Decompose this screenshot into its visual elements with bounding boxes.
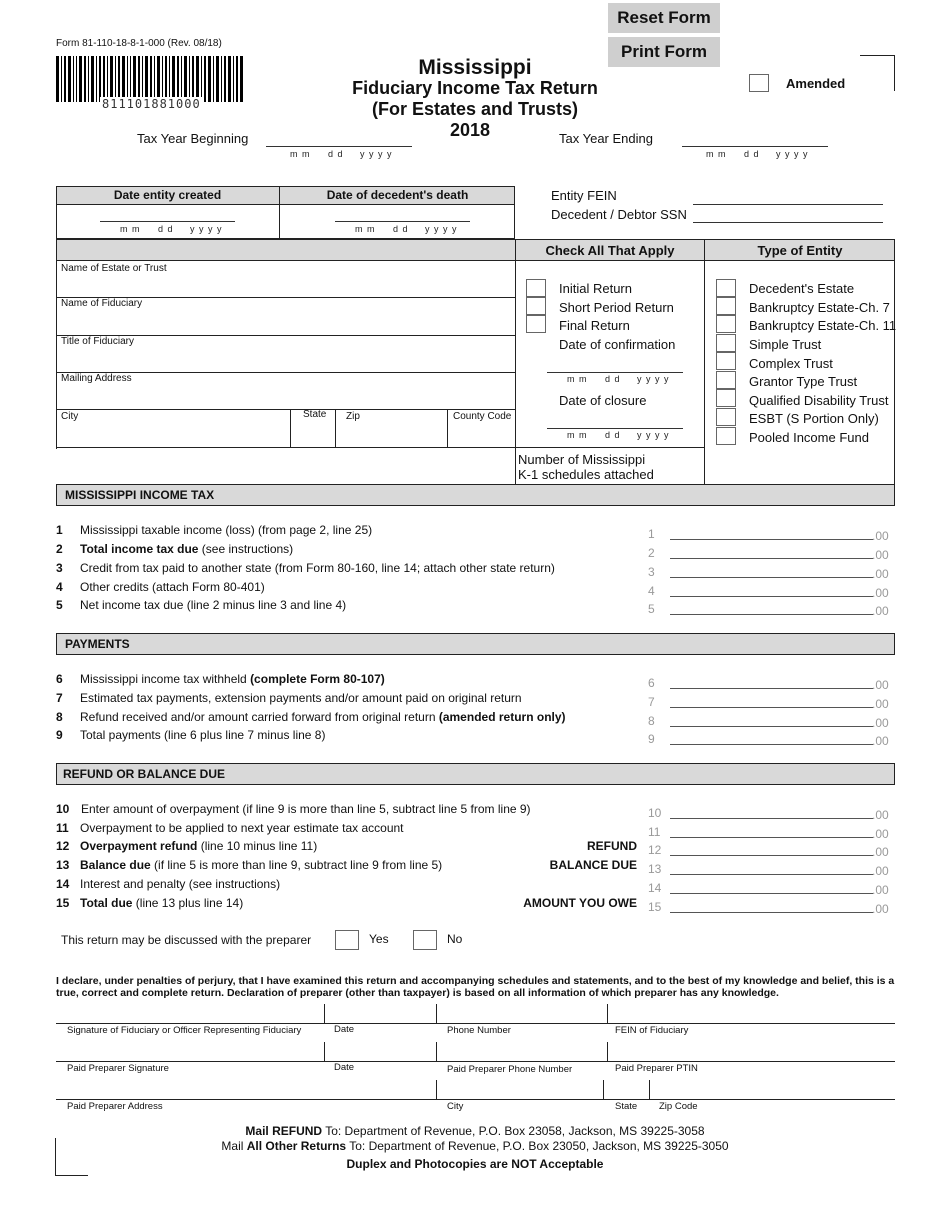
preparer-date-input[interactable] (325, 1041, 435, 1060)
line-8-decimal: .00 (872, 716, 889, 730)
zip-label: Zip (346, 411, 360, 422)
date-hint-mm: m m (290, 149, 311, 159)
line-12-decimal: .00 (872, 845, 889, 859)
barcode (56, 56, 245, 102)
line-5-ref: 5 (648, 602, 655, 616)
line-1-number: 1 (56, 523, 63, 537)
form-id: Form 81-110-18-8-1-000 (Rev. 08/18) (56, 38, 222, 49)
estate-name-label: Name of Estate or Trust (61, 263, 167, 274)
line-4-ref: 4 (648, 584, 655, 598)
line-13-amount-input[interactable] (670, 858, 873, 875)
discuss-yes-label: Yes (369, 932, 389, 946)
line-6-text (80, 672, 385, 686)
refund-section-header (56, 763, 895, 785)
tax-year-ending-label: Tax Year Ending (559, 131, 653, 146)
line-8-amount-input[interactable] (670, 710, 873, 727)
line-9-amount-input[interactable] (670, 728, 873, 745)
refund-section-title: REFUND OR BALANCE DUE (63, 767, 225, 781)
date-hint-yyyy: y y y y (190, 224, 223, 234)
entity-fein-label: Entity FEIN (551, 188, 617, 203)
mail-other-bold: All Other Returns (246, 1139, 347, 1153)
fiduciary-signature-input[interactable] (57, 1003, 323, 1022)
state-label: State (303, 409, 327, 420)
entity-bankruptcy-ch11-checkbox[interactable] (716, 315, 736, 333)
line-3-number: 3 (56, 561, 63, 575)
line-14-decimal: .00 (872, 883, 889, 897)
fiduciary-title-input[interactable] (57, 337, 514, 371)
line-1-amount-input[interactable] (670, 523, 873, 540)
zip-input[interactable] (336, 420, 446, 446)
print-form-button[interactable]: Print Form (608, 37, 720, 67)
line-1-text: Mississippi taxable income (loss) (from page 2, line 25) (80, 523, 373, 537)
discuss-preparer-label: This return may be discussed with the preparer (61, 933, 312, 947)
city-input[interactable] (57, 420, 289, 446)
line-1-decimal: .00 (872, 529, 889, 543)
fiduciary-fein-input[interactable] (608, 1003, 894, 1022)
entity-pooled-income-label: Pooled Income Fund (749, 430, 869, 445)
preparer-zip-label: Zip Code (659, 1101, 698, 1112)
mail-other-rest: To: Department of Revenue, P.O. Box 23050, Jackson, MS 39225-3050 (346, 1139, 729, 1153)
date-hint-yyyy: y y y y (637, 430, 670, 440)
date-entity-created-input[interactable] (100, 221, 235, 222)
line-5-number: 5 (56, 598, 63, 612)
date-closure-label: Date of closure (559, 393, 647, 408)
date-hint-dd: d d (158, 224, 174, 234)
line-11-amount-input[interactable] (670, 821, 873, 838)
line-2-text (80, 542, 293, 556)
line-11-decimal: .00 (872, 827, 889, 841)
line-9-ref: 9 (648, 732, 655, 746)
payments-section-title: PAYMENTS (65, 637, 130, 651)
amount-you-owe-label: AMOUNT YOU OWE (523, 896, 637, 910)
line-14-text: Interest and penalty (see instructions) (80, 877, 281, 891)
line-12-number: 12 (56, 839, 70, 853)
initial-return-label: Initial Return (559, 281, 632, 296)
k1-count-label-2: K-1 schedules attached (518, 467, 654, 482)
date-decedent-death-label: Date of decedent's death (326, 188, 469, 202)
line-15-rest-text: (line 13 plus line 14) (132, 896, 244, 910)
line-9-text: Total payments (line 6 plus line 7 minus line 8) (80, 728, 326, 742)
line-9-number: 9 (56, 728, 63, 742)
tax-year-beginning-label: Tax Year Beginning (137, 131, 249, 146)
line-14-amount-input[interactable] (670, 877, 873, 894)
line-7-amount-input[interactable] (670, 691, 873, 708)
preparer-ptin-label: Paid Preparer PTIN (615, 1063, 698, 1074)
line-3-decimal: .00 (872, 567, 889, 581)
discuss-yes-checkbox[interactable] (335, 930, 359, 950)
line-3-ref: 3 (648, 565, 655, 579)
corner-mark (55, 1138, 88, 1176)
line-4-amount-input[interactable] (670, 580, 873, 597)
date-hint-dd: d d (393, 224, 409, 234)
line-13-rest-text: (if line 5 is more than line 9, subtract line 9 from line 5) (150, 858, 443, 872)
line-12-bold-text: Overpayment refund (80, 839, 198, 853)
preparer-address-input[interactable] (57, 1079, 435, 1098)
initial-return-checkbox[interactable] (526, 279, 546, 297)
decedent-ssn-label: Decedent / Debtor SSN (551, 207, 687, 222)
fiduciary-date-input[interactable] (325, 1003, 435, 1022)
amended-label: Amended (786, 76, 846, 91)
date-hint-yyyy: y y y y (360, 149, 393, 159)
line-12-text (80, 839, 317, 853)
line-2-decimal: .00 (872, 548, 889, 562)
line-12-ref: 12 (648, 843, 662, 857)
line-2-rest-text: (see instructions) (198, 542, 294, 556)
fiduciary-name-input[interactable] (57, 299, 514, 334)
line-13-bold-text: Balance due (80, 858, 151, 872)
county-code-input[interactable] (448, 420, 514, 446)
line-6-decimal: .00 (872, 678, 889, 692)
line-2-amount-input[interactable] (670, 542, 873, 559)
line-10-amount-input[interactable] (670, 802, 873, 819)
date-confirmation-label: Date of confirmation (559, 337, 676, 352)
entity-decedent-estate-checkbox[interactable] (716, 279, 736, 297)
line-13-text (80, 858, 442, 872)
entity-simple-trust-checkbox[interactable] (716, 334, 736, 352)
mail-refund-rest: To: Department of Revenue, P.O. Box 23058, Jackson, MS 39225-3058 (322, 1124, 705, 1138)
discuss-no-label: No (447, 932, 463, 946)
entity-bankruptcy-ch7-label: Bankruptcy Estate-Ch. 7 (749, 300, 890, 315)
fiduciary-name-label: Name of Fiduciary (61, 298, 143, 309)
entity-grantor-trust-label: Grantor Type Trust (749, 374, 858, 389)
mail-other-address (100, 1139, 850, 1153)
date-entity-created-label: Date entity created (113, 188, 222, 202)
entity-esbt-label: ESBT (S Portion Only) (749, 411, 879, 426)
balance-due-label: BALANCE DUE (549, 858, 637, 872)
mail-other-prefix: Mail (221, 1139, 247, 1153)
line-6-number: 6 (56, 672, 63, 686)
line-11-number: 11 (56, 821, 69, 835)
check-all-header: Check All That Apply (545, 243, 675, 258)
preparer-state-label: State (615, 1101, 638, 1112)
date-hint-dd: d d (744, 149, 760, 159)
line-12-rest-text: (line 10 minus line 11) (197, 839, 318, 853)
line-13-decimal: .00 (872, 864, 889, 878)
line-7-number: 7 (56, 691, 63, 705)
entity-pooled-income-checkbox[interactable] (716, 427, 736, 445)
line-6-rest-text: Mississippi income tax withheld (80, 672, 251, 686)
line-2-bold-text: Total income tax due (80, 542, 199, 556)
date-hint-yyyy: y y y y (425, 224, 458, 234)
title-line1: Fiduciary Income Tax Return (352, 78, 598, 98)
line-5-decimal: .00 (872, 604, 889, 618)
mail-refund-address (100, 1124, 850, 1138)
line-9-decimal: .00 (872, 734, 889, 748)
line-8-ref: 8 (648, 714, 655, 728)
k1-count-label-1: Number of Mississippi (518, 452, 646, 467)
line-7-ref: 7 (648, 695, 655, 709)
entity-bankruptcy-ch11-label: Bankruptcy Estate-Ch. 11 (749, 318, 897, 333)
line-13-ref: 13 (648, 862, 662, 876)
decedent-ssn-input[interactable] (693, 222, 883, 223)
title-state: Mississippi (418, 56, 532, 79)
tax-year-beginning-input[interactable] (266, 146, 412, 147)
line-8-text (80, 710, 566, 724)
mailing-address-input[interactable] (57, 374, 514, 408)
entity-qualified-disability-checkbox[interactable] (716, 389, 736, 407)
entity-decedent-estate-label: Decedent's Estate (749, 281, 855, 296)
line-10-decimal: .00 (872, 808, 889, 822)
line-5-amount-input[interactable] (670, 598, 873, 615)
line-4-decimal: .00 (872, 586, 889, 600)
line-6-amount-input[interactable] (670, 672, 873, 689)
line-15-decimal: .00 (872, 902, 889, 916)
date-hint-dd: d d (328, 149, 344, 159)
fiduciary-date-label: Date (334, 1024, 355, 1035)
mailing-address-label: Mailing Address (61, 373, 132, 384)
line-10-number: 10 (56, 802, 70, 816)
entity-grantor-trust-checkbox[interactable] (716, 371, 736, 389)
line-8-bold-text: (amended return only) (438, 710, 566, 724)
duplex-notice: Duplex and Photocopies are NOT Acceptable (346, 1157, 604, 1171)
line-8-number: 8 (56, 710, 63, 724)
preparer-phone-label: Paid Preparer Phone Number (447, 1064, 573, 1075)
refund-label: REFUND (587, 839, 637, 853)
estate-name-input[interactable] (57, 262, 514, 296)
line-7-text: Estimated tax payments, extension payments and/or amount paid on original return (80, 691, 522, 705)
line-10-text: Enter amount of overpayment (if line 9 is more than line 5, subtract line 5 from line 9) (81, 802, 531, 816)
line-11-ref: 11 (648, 825, 661, 839)
line-8-rest-text: Refund received and/or amount carried forward from original return (80, 710, 439, 724)
corner-mark (860, 55, 895, 91)
payments-section-header (56, 633, 895, 655)
line-5-text: Net income tax due (line 2 minus line 3 and line 4) (80, 598, 347, 612)
preparer-signature-label: Paid Preparer Signature (67, 1063, 169, 1074)
line-1-ref: 1 (648, 527, 655, 541)
line-12-amount-input[interactable] (670, 839, 873, 856)
line-3-text: Credit from tax paid to another state (from Form 80-160, line 14; attach other state return) (80, 561, 555, 575)
final-return-checkbox[interactable] (526, 315, 546, 333)
line-15-ref: 15 (648, 900, 662, 914)
declaration-text: I declare, under penalties of perjury, that I have examined this return and accompanying schedules and statements, and to the best of my knowledge and belief, this is a true, correct and complete return. Declaration of preparer (other than taxpayer) is based on all information of which preparer has any knowledge. (56, 975, 895, 999)
entity-qualified-disability-label: Qualified Disability Trust (749, 393, 889, 408)
date-hint-mm: m m (706, 149, 727, 159)
county-code-label: County Code (453, 411, 512, 422)
line-3-amount-input[interactable] (670, 561, 873, 578)
preparer-ptin-input[interactable] (608, 1041, 894, 1060)
city-label: City (61, 411, 79, 422)
entity-simple-trust-label: Simple Trust (749, 337, 822, 352)
entity-complex-trust-checkbox[interactable] (716, 352, 736, 370)
phone-number-label: Phone Number (447, 1025, 511, 1036)
date-hint-mm: m m (567, 430, 588, 440)
short-period-label: Short Period Return (559, 300, 674, 315)
barcode-number: 811101881000 (102, 97, 201, 111)
line-14-ref: 14 (648, 881, 662, 895)
preparer-address-label: Paid Preparer Address (67, 1101, 163, 1112)
date-hint-mm: m m (567, 374, 588, 384)
line-15-text (80, 896, 243, 910)
income-tax-section-title: MISSISSIPPI INCOME TAX (65, 488, 215, 502)
entity-complex-trust-label: Complex Trust (749, 356, 833, 371)
line-2-number: 2 (56, 542, 63, 556)
mail-refund-bold: Mail REFUND (245, 1124, 323, 1138)
line-11-text: Overpayment to be applied to next year estimate tax account (80, 821, 404, 835)
line-2-ref: 2 (648, 546, 655, 560)
line-10-ref: 10 (648, 806, 662, 820)
tax-year-ending-input[interactable] (682, 146, 828, 147)
preparer-zip-input[interactable] (650, 1079, 894, 1098)
date-decedent-death-input[interactable] (335, 221, 470, 222)
line-7-decimal: .00 (872, 697, 889, 711)
preparer-signature-input[interactable] (57, 1041, 323, 1060)
preparer-date-label: Date (334, 1062, 355, 1073)
preparer-city-label: City (447, 1101, 464, 1112)
fiduciary-phone-input[interactable] (437, 1003, 606, 1022)
line-15-number: 15 (56, 896, 70, 910)
preparer-phone-input[interactable] (437, 1041, 606, 1060)
line-15-amount-input[interactable] (670, 896, 873, 913)
line-6-bold-text: (complete Form 80-107) (250, 672, 385, 686)
line-14-number: 14 (56, 877, 70, 891)
date-hint-yyyy: y y y y (776, 149, 809, 159)
type-entity-header: Type of Entity (757, 243, 843, 258)
preparer-state-input[interactable] (604, 1079, 648, 1098)
line-15-bold-text: Total due (80, 896, 133, 910)
discuss-no-checkbox[interactable] (413, 930, 437, 950)
date-hint-mm: m m (120, 224, 141, 234)
date-hint-yyyy: y y y y (637, 374, 670, 384)
short-period-checkbox[interactable] (526, 297, 546, 315)
income-tax-section-header (56, 484, 895, 506)
line-6-ref: 6 (648, 676, 655, 690)
fein-fiduciary-label: FEIN of Fiduciary (615, 1025, 689, 1036)
line-4-number: 4 (56, 580, 63, 594)
line-4-text: Other credits (attach Form 80-401) (80, 580, 265, 594)
line-13-number: 13 (56, 858, 70, 872)
amended-checkbox[interactable] (749, 74, 769, 92)
date-hint-mm: m m (355, 224, 376, 234)
entity-bankruptcy-ch7-checkbox[interactable] (716, 297, 736, 315)
final-return-label: Final Return (559, 318, 630, 333)
preparer-city-input[interactable] (437, 1079, 602, 1098)
title-line2: (For Estates and Trusts) (371, 99, 579, 119)
fiduciary-signature-label: Signature of Fiduciary or Officer Representing Fiduciary (67, 1025, 302, 1036)
date-confirmation-input[interactable] (547, 372, 683, 373)
fiduciary-title-label: Title of Fiduciary (61, 336, 134, 347)
date-hint-dd: d d (605, 430, 621, 440)
date-closure-input[interactable] (547, 428, 683, 429)
date-hint-dd: d d (605, 374, 621, 384)
reset-form-button[interactable]: Reset Form (608, 3, 720, 33)
entity-esbt-checkbox[interactable] (716, 408, 736, 426)
entity-fein-input[interactable] (693, 204, 883, 205)
title-year: 2018 (449, 120, 491, 140)
state-input[interactable] (291, 420, 334, 446)
